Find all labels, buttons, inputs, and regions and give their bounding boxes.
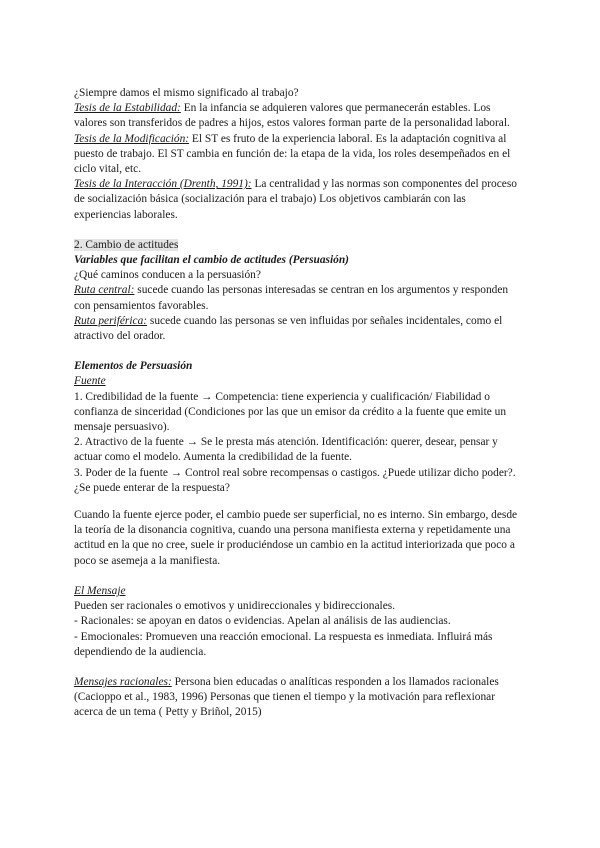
tesis-modificacion: Tesis de la Modificación: El ST es fruto de la experiencia laboral. Es la adaptación cognitiva al puesto de trabajo. El ST cambia en función de: la etapa de la vida, los roles desempeñados en el ciclo vital, etc. — [74, 132, 511, 176]
tesis-estabilidad: Tesis de la Estabilidad: En la infancia se adquieren valores que permanecerán estables. Los valores son transferidos de padres a hijos, estos valores forman parte de la personalidad laboral. — [74, 102, 510, 130]
term-interaccion: Tesis de la Interacción (Drenth, 1991): — [74, 178, 252, 191]
heading-mensaje: El Mensaje — [74, 584, 126, 597]
mensaje-line-3: - Emocionales: Promueven una reacción emocional. La respuesta es inmediata. Influirá más dependiendo de la audiencia. — [74, 630, 493, 658]
mensajes-racionales: Mensajes racionales: Persona bien educadas o analíticas responden a los llamados racionales (Cacioppo et al., 1983, 1996) Personas que tienen el tiempo y la motivación para reflexionar acerca de un tema ( Petty y Briñol, 2015) — [74, 675, 499, 719]
paragraph-disonancia: Cuando la fuente ejerce poder, el cambio puede ser superficial, no es interno. Sin embargo, desde la teoría de la disonancia cognitiva, cuando una persona manifiesta externa y repetidamente una actitud en la que no cree, suele ir produciéndose un cambio en la actitud interiorizada que poco a poco se asemeja a la manifiesta. — [74, 509, 518, 567]
fuente-line-3: 3. Poder de la fuente → Control real sobre recompensas o castigos. ¿Puede utilizar dicho poder?. ¿Se puede enterar de la respuesta? — [74, 466, 516, 494]
term-estabilidad: Tesis de la Estabilidad: — [74, 102, 181, 115]
tesis-interaccion: Tesis de la Interacción (Drenth, 1991): La centralidad y las normas son componentes del proceso de socialización básica (socialización para el trabajo) Los objetivos cambiarán con las experiencias laborales. — [74, 178, 517, 221]
section-heading-cambio: 2. Cambio de actitudes — [74, 238, 179, 251]
fuente-line-1: 1. Credibilidad de la fuente → Competencia: tiene experiencia y cualificación/ Fiabilidad o confianza de sinceridad (Condiciones por las que un emisor da crédito a la fuente que emite un mensaje persuasivo). — [74, 390, 507, 434]
ruta-periferica: Ruta periférica: sucede cuando las personas se ven influidas por señales incidentales, como el atractivo del orador. — [74, 314, 503, 343]
ruta-central: Ruta central: sucede cuando las personas interesadas se centran en los argumentos y responden con pensamientos favorables. — [74, 284, 509, 312]
subheading-variables: Variables que facilitan el cambio de actitudes (Persuasión) — [74, 254, 349, 267]
mensaje-line-2: - Racionales: se apoyan en datos o evidencias. Apelan al análisis de las audiencias. — [74, 615, 451, 628]
question-caminos: ¿Qué caminos conducen a la persuasión? — [74, 269, 261, 282]
fuente-line-2: 2. Atractivo de la fuente → Se le presta más atención. Identificación: querer, desear, pensar y actuar como el modelo. Aumenta la credibilidad de la fuente. — [74, 436, 498, 464]
heading-elementos: Elementos de Persuasión — [74, 360, 193, 373]
question-meaning: ¿Siempre damos el mismo significado al trabajo? — [74, 87, 299, 99]
mensaje-line-1: Pueden ser racionales o emotivos y unidireccionales y bidireccionales. — [74, 600, 396, 613]
document-page — [74, 86, 522, 721]
label-fuente: Fuente — [74, 375, 106, 388]
term-modificacion: Tesis de la Modificación: — [74, 132, 190, 145]
